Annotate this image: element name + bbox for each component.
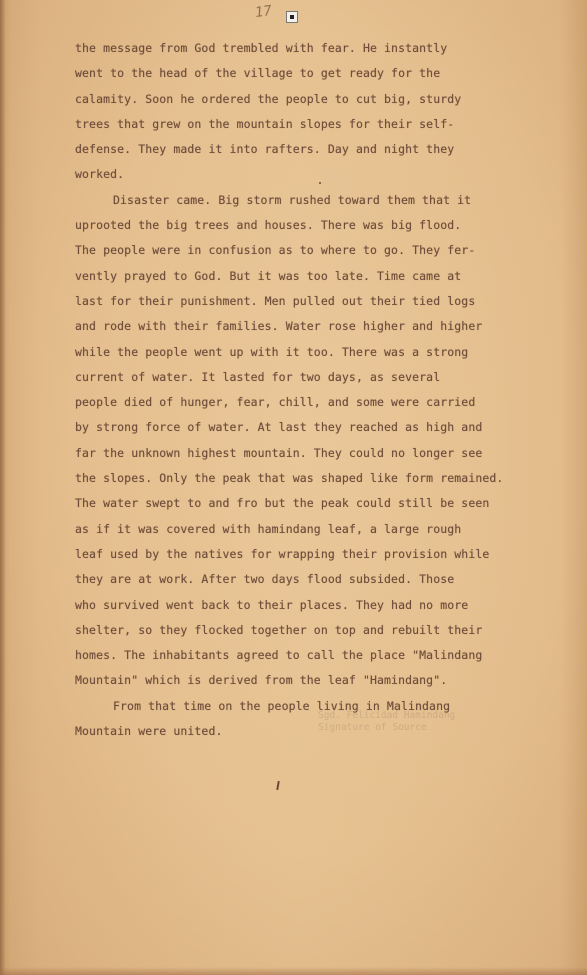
text-line: vently prayed to God. But it was too late. Time came at [75,268,462,283]
text-line: last for their punishment. Men pulled out their tied logs [75,293,476,308]
text-line: Mountain" which is derived from the leaf "Hamindang". [75,673,448,688]
text-line: current of water. It lasted for two days, as several [75,369,441,384]
page-left-edge [0,0,5,975]
typed-text-body [75,36,525,744]
text-line: shelter, so they flocked together on top and rebuilt their [75,622,483,637]
text-line: the slopes. Only the peak that was shaped like form remained. [75,471,504,486]
text-line: they are at work. After two days flood subsided. Those [75,572,455,587]
text-line: calamity. Soon he ordered the people to cut big, sturdy [75,91,462,106]
ink-tick-mark [276,781,280,790]
page-number: 17 [253,2,273,22]
text-line: Disaster came. Big storm rushed toward them that it [113,192,472,207]
text-line: leaf used by the natives for wrapping their provision while [75,546,490,561]
faint-signature-stamp [318,710,455,734]
stamp-line: Sgd. Felicidad Hamindang [318,710,456,721]
text-line: people died of hunger, fear, chill, and some were carried [75,395,476,410]
text-line: far the unknown highest mountain. They could no longer see [75,445,483,460]
stamp-line: Signature of Source [318,722,427,733]
text-line: The people were in confusion as to where to go. They fer- [75,243,476,258]
text-line: Mountain were united. [75,724,223,739]
text-line: and rode with their families. Water rose higher and higher [75,319,483,334]
text-line: went to the head of the village to get ready for the [75,66,441,81]
text-line: The water swept to and fro but the peak could still be seen [75,496,490,511]
text-line: the message from God trembled with fear. He instantly [75,41,448,55]
text-line: homes. The inhabitants agreed to call the place "Malindang [75,648,483,663]
text-line: worked. [75,167,125,182]
text-line: as if it was covered with hamindang leaf, a large rough [75,521,462,536]
text-line: while the people went up with it too. There was a strong [75,344,469,359]
text-line: defense. They made it into rafters. Day and night they [75,142,455,157]
text-line: by strong force of water. At last they reached as high and [75,420,483,435]
page-bottom-edge [0,967,587,975]
text-line: trees that grew on the mountain slopes for their self- [75,116,455,131]
text-line: who survived went back to their places. They had no more [75,597,469,612]
text-line: From that time on the people living in Malindang [113,698,451,713]
scanner-marker-icon [286,11,298,23]
text-line: uprooted the big trees and houses. There was big flood. [75,218,462,233]
